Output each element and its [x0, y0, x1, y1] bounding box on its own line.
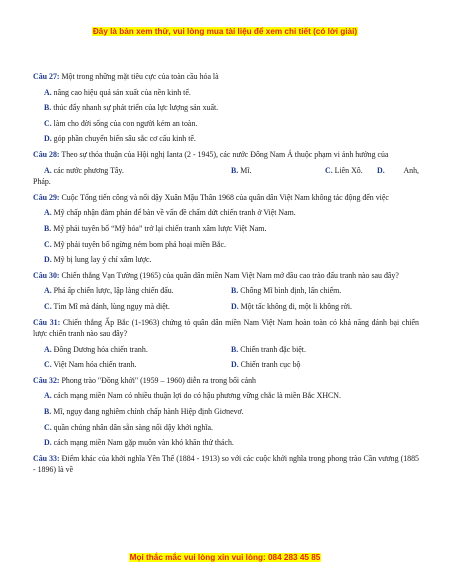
- answer-option: [44, 301, 231, 313]
- answer-option: [231, 165, 325, 177]
- option-letter: B.: [231, 165, 239, 175]
- answer-option-row: [44, 285, 419, 297]
- answer-option: [231, 301, 352, 313]
- option-letter: D.: [44, 255, 52, 265]
- option-text: góp phần chuyển biến sâu sắc cơ cấu kinh tế.: [53, 134, 196, 144]
- answer-option: [231, 344, 306, 356]
- option-text: Một tấc không đi, một li không rời.: [240, 301, 353, 311]
- option-text: Anh,: [403, 165, 419, 175]
- answer-option-row: [44, 344, 419, 356]
- question-33: [33, 453, 419, 476]
- question-31: [33, 317, 419, 340]
- question-number: Câu 33:: [33, 453, 60, 463]
- question-number: Câu 31:: [33, 317, 61, 327]
- option-text: Mỹ phải tuyên bố ngừng ném bom phá hoại miền Bắc.: [53, 239, 227, 249]
- question-number: Câu 30:: [33, 270, 60, 280]
- option-text: nâng cao hiệu quả sản xuất của nền kinh tế.: [53, 87, 191, 97]
- option-letter: B.: [44, 407, 52, 417]
- option-letter: C.: [325, 165, 333, 175]
- preview-notice-banner: [0, 27, 450, 36]
- option-letter: A.: [44, 208, 52, 218]
- option-letter: A.: [44, 344, 52, 354]
- contact-footer-text: Mọi thắc mắc vui lòng xin vui lòng: 084 283 45 85: [129, 553, 321, 562]
- question-text: Điểm khác của khởi nghĩa Yên Thế (1884 - 1913) so với các cuộc khởi nghĩa trong phong trào Cần vương (1885 - 1896) là về: [33, 453, 419, 475]
- question-text: Chiến thắng Ấp Bắc (1-1963) chứng tỏ quân dân miền Nam Việt Nam hoàn toàn có khả năng đánh bại chiến lược chiến tranh nào sau đây?: [33, 317, 419, 339]
- option-text: Chống Mĩ bình định, lấn chiếm.: [240, 286, 342, 296]
- answer-option: [44, 422, 419, 434]
- answer-option: [44, 285, 231, 297]
- option-letter: C.: [44, 360, 52, 370]
- question-29: [33, 192, 419, 204]
- answer-option: [325, 165, 377, 177]
- question-28: [33, 149, 419, 161]
- answer-option: [44, 165, 231, 177]
- answer-option: [377, 165, 419, 177]
- option-text: cách mạng miền Nam gặp muôn vàn khó khăn thử thách.: [53, 438, 234, 448]
- answer-option: [44, 223, 419, 235]
- question-text: Theo sự thỏa thuận của Hội nghị Ianta (2 - 1945), các nước Đông Nam Á thuộc phạm vi ảnh hưởng của: [61, 149, 389, 159]
- option-letter: B.: [231, 344, 239, 354]
- option-text: Mĩ, ngụy đang nghiêm chỉnh chấp hành Hiệp định Giơnevơ.: [53, 407, 244, 417]
- answer-option: [44, 406, 419, 418]
- question-text: Cuộc Tổng tiến công và nổi dậy Xuân Mậu Thân 1968 của quân dân Việt Nam không tác động đến việc: [61, 192, 389, 202]
- option-text: Chiến tranh cục bộ: [240, 360, 301, 370]
- answer-option-row: [44, 165, 419, 177]
- option-letter: D.: [231, 301, 239, 311]
- option-letter: C.: [44, 118, 52, 128]
- question-32: [33, 375, 419, 387]
- answer-option: [44, 133, 419, 145]
- option-text: Chiến tranh đặc biệt.: [240, 344, 306, 354]
- answer-option: [44, 359, 231, 371]
- question-text: Một trong những mặt tiêu cực của toàn cầu hóa là: [61, 72, 219, 81]
- answer-option: [44, 207, 419, 219]
- question-27: [33, 71, 419, 83]
- answer-option: [44, 344, 231, 356]
- answer-option: [44, 239, 419, 251]
- option-text: Mỹ phải tuyên bố “Mỹ hóa” trở lại chiến tranh xâm lược Việt Nam.: [53, 223, 267, 233]
- option-letter: A.: [44, 87, 52, 97]
- option-text: Mỹ bị lung lay ý chí xâm lược.: [53, 255, 152, 265]
- option-text: Mỹ chấp nhận đàm phán để bàn về vấn đề chấm dứt chiến tranh ở Việt Nam.: [53, 208, 296, 218]
- option-letter: D.: [44, 134, 52, 144]
- option-text: Liên Xô.: [334, 165, 363, 175]
- answer-option: [44, 118, 419, 130]
- option-letter: B.: [231, 286, 239, 296]
- question-number: Câu 29:: [33, 192, 60, 202]
- option-text: Phá ấp chiến lược, lập làng chiến đấu.: [53, 286, 174, 296]
- option-text: quần chúng nhân dân sẵn sàng nổi dậy khởi nghĩa.: [53, 422, 213, 432]
- option-letter: B.: [44, 103, 52, 113]
- option-letter: D.: [44, 438, 52, 448]
- answer-option: [44, 437, 419, 449]
- question-list: [33, 71, 419, 480]
- option-text: thúc đẩy nhanh sự phát triển của lực lượng sản xuất.: [53, 103, 219, 113]
- option-letter: D.: [377, 165, 385, 175]
- option-text: Đông Dương hóa chiến tranh.: [53, 344, 148, 354]
- option-text: cách mạng miền Nam có nhiều thuận lợi do có hậu phương vững chắc là miền Bắc XHCN.: [53, 391, 341, 401]
- option-letter: A.: [44, 165, 52, 175]
- option-text: Mĩ.: [240, 165, 252, 175]
- answer-option: [44, 87, 419, 99]
- answer-option: [44, 254, 419, 266]
- answer-option: [44, 390, 419, 402]
- option-letter: C.: [44, 301, 52, 311]
- preview-notice-text: Đây là bản xem thử, vui lòng mua tài liệu để xem chi tiết (có lời giải): [92, 27, 358, 36]
- option-letter: A.: [44, 391, 52, 401]
- question-30: [33, 270, 419, 282]
- answer-option-row: [44, 301, 419, 313]
- question-number: Câu 27:: [33, 72, 60, 81]
- question-number: Câu 28:: [33, 149, 60, 159]
- question-number: Câu 32:: [33, 375, 60, 385]
- option-text: Tìm Mĩ mà đánh, lùng ngụy mà diệt.: [53, 301, 170, 311]
- answer-option: [231, 359, 300, 371]
- option-letter: C.: [44, 239, 52, 249]
- answer-option: [231, 285, 341, 297]
- option-letter: C.: [44, 422, 52, 432]
- question-text: Chiến thắng Vạn Tường (1965) của quân dân miền Nam Việt Nam mở đầu cao trào đấu tranh nào sau đây?: [61, 270, 399, 280]
- option-letter: B.: [44, 223, 52, 233]
- option-text: làm cho đời sống của con người kém an toàn.: [53, 118, 198, 128]
- option-text: các nước phương Tây.: [53, 165, 124, 175]
- option-letter: A.: [44, 286, 52, 296]
- contact-footer-banner: [0, 553, 450, 562]
- option-continuation: Pháp.: [33, 177, 51, 187]
- option-letter: D.: [231, 360, 239, 370]
- option-text: Việt Nam hóa chiến tranh.: [53, 360, 137, 370]
- question-text: Phong trào "Đồng khởi" (1959 – 1960) diễn ra trong bối cảnh: [61, 375, 256, 385]
- answer-option-row: [44, 359, 419, 371]
- answer-option: [44, 102, 419, 114]
